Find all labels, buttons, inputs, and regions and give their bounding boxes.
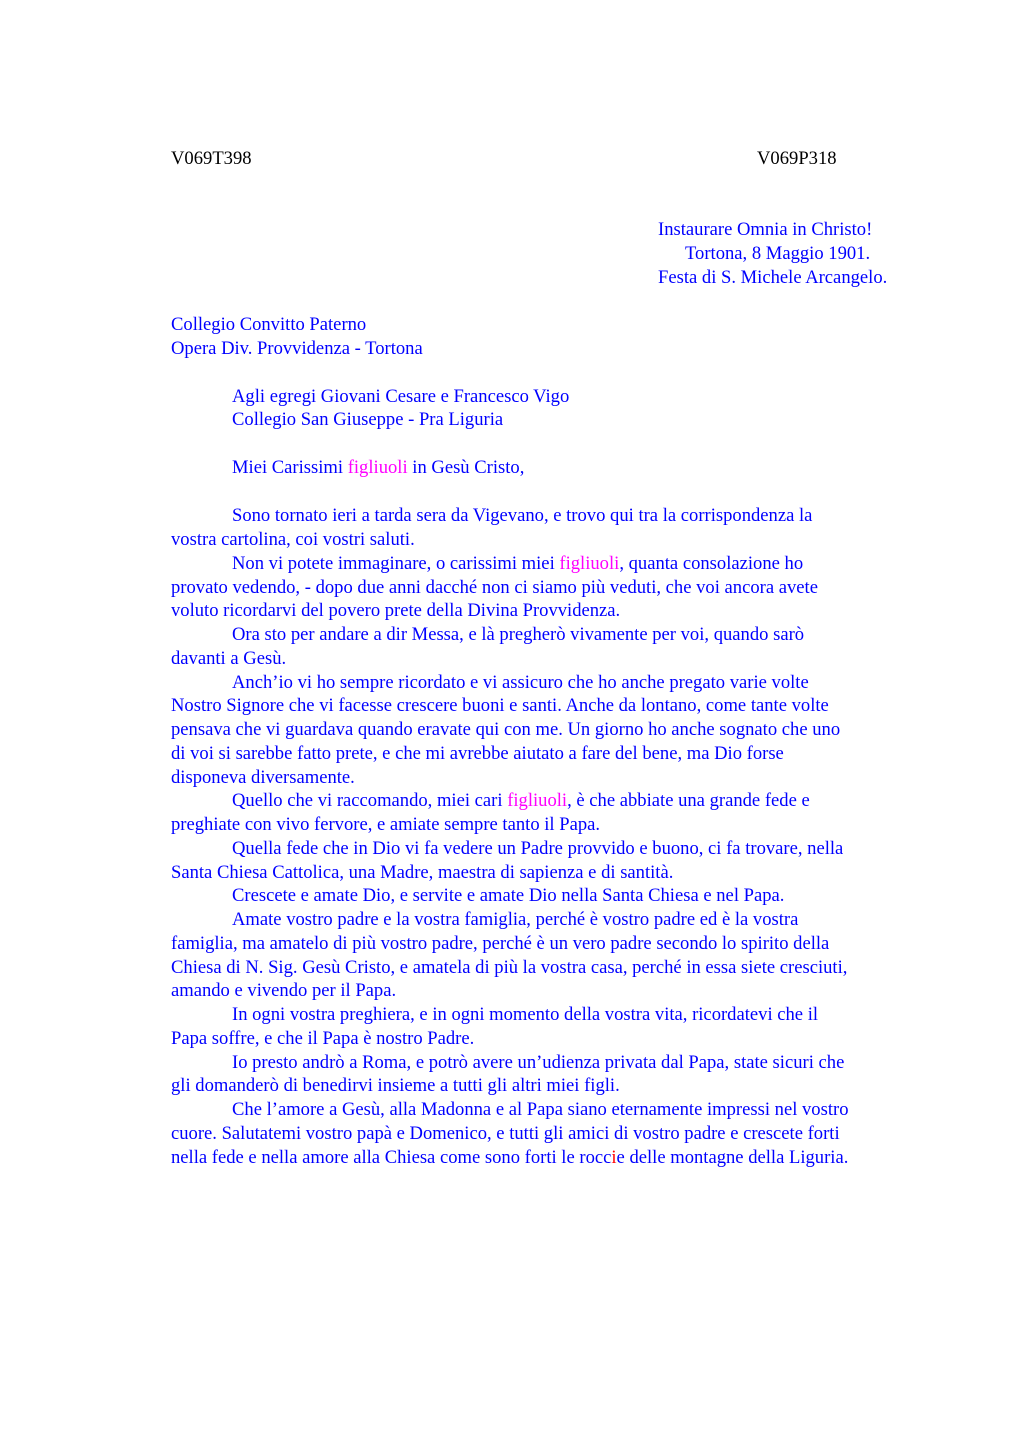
body-line: Santa Chiesa Cattolica, una Madre, maestra di sapienza e di santità. [171,862,674,883]
body-line: Papa soffre, e che il Papa è nostro Padre. [171,1028,475,1049]
body-line: disponeva diversamente. [171,767,355,788]
letter-date: Tortona, 8 Maggio 1901. [685,243,871,264]
body-line: Che l’amore a Gesù, alla Madonna e al Papa siano eternamente impressi nel vostro [232,1099,849,1120]
body-line: famiglia, ma amatelo di più vostro padre, perché è un vero padre secondo lo spirito della [171,933,830,954]
body-line: Non vi potete immaginare, o carissimi miei figliuoli, quanta consolazione ho [232,553,804,574]
recipient-line-2: Collegio San Giuseppe - Pra Liguria [232,409,504,430]
body-line: Io presto andrò a Roma, e potrò avere un’udienza privata dal Papa, state sicuri che [232,1052,845,1073]
highlighted-word: figliuoli [507,790,568,811]
body-line: davanti a Gesù. [171,648,287,669]
body-line: gli domanderò di benedirvi insieme a tutti gli altri miei figli. [171,1075,620,1096]
body-line: Quello che vi raccomando, miei cari figliuoli, è che abbiate una grande fede e [232,790,810,811]
salutation: Miei Carissimi figliuoli in Gesù Cristo, [232,457,525,478]
corrected-letter: i [611,1147,617,1168]
body-line: pensava che vi guardava quando eravate qui con me. Un giorno ho anche sognato che uno [171,719,841,740]
body-line: provato vedendo, - dopo due anni dacché non ci siamo più veduti, che voi ancora avete [171,577,818,598]
feast-day: Festa di S. Michele Arcangelo. [658,267,888,288]
body-line: Anch’io vi ho sempre ricordato e vi assicuro che ho anche pregato varie volte [232,672,809,693]
body-line: Sono tornato ieri a tarda sera da Vigevano, e trovo qui tra la corrispondenza la [232,505,813,526]
body-line: voluto ricordarvi del povero prete della Divina Provvidenza. [171,600,621,621]
highlighted-word: figliuoli [347,457,408,478]
sender-line-1: Collegio Convitto Paterno [171,314,367,335]
body-line: cuore. Salutatemi vostro papà e Domenico, e tutti gli amici di vostro padre e crescete forti [171,1123,840,1144]
document-code-right: V069P318 [757,148,837,169]
motto: Instaurare Omnia in Christo! [658,219,873,240]
body-line: Ora sto per andare a dir Messa, e là pregherò vivamente per voi, quando sarò [232,624,805,645]
body-line: di voi si sarebbe fatto prete, e che mi avrebbe aiutato a fare del bene, ma Dio forse [171,743,784,764]
sender-line-2: Opera Div. Provvidenza - Tortona [171,338,423,359]
body-line: vostra cartolina, coi vostri saluti. [171,529,415,550]
highlighted-word: figliuoli [559,553,620,574]
body-line: Nostro Signore che vi facesse crescere buoni e santi. Anche da lontano, come tante volte [171,695,829,716]
body-line: In ogni vostra preghiera, e in ogni momento della vostra vita, ricordatevi che il [232,1004,819,1025]
document-code-left: V069T398 [171,148,252,169]
body-line: Quella fede che in Dio vi fa vedere un Padre provvido e buono, ci fa trovare, nella [232,838,844,859]
body-line: Crescete e amate Dio, e servite e amate Dio nella Santa Chiesa e nel Papa. [232,885,785,906]
body-line: Amate vostro padre e la vostra famiglia, perché è vostro padre ed è la vostra [232,909,799,930]
recipient-line-1: Agli egregi Giovani Cesare e Francesco Vigo [232,386,570,407]
body-line: nella fede e nella amore alla Chiesa come sono forti le roccie delle montagne della Liguria. [171,1147,849,1168]
body-line: Chiesa di N. Sig. Gesù Cristo, e amatela di più la vostra casa, perché in essa siete cresciuti, [171,957,848,978]
body-line: preghiate con vivo fervore, e amiate sempre tanto il Papa. [171,814,601,835]
body-line: amando e vivendo per il Papa. [171,980,397,1001]
